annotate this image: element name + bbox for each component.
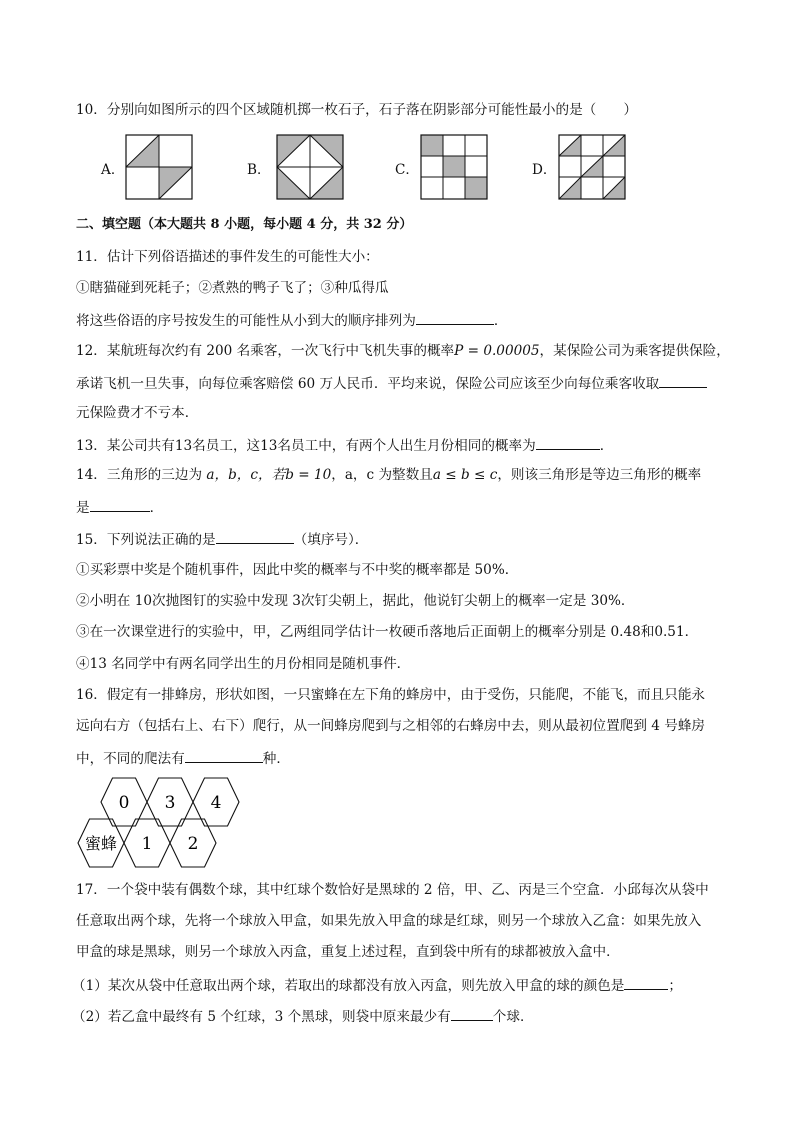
q12-text-a: 12．某航班每次约有 200 名乘客，一次飞行中飞机失事的概率 — [76, 343, 455, 359]
cell-bee-label: 蜜蜂 — [84, 834, 118, 853]
q12-text-c: ，某保险公司为乘客提供保险， — [539, 343, 730, 359]
q16-line1: 16．假定有一排蜂房，形状如图，一只蜜蜂在左下角的蜂房中，由于受伤，只能爬，不能飞，而且只能永 — [76, 687, 706, 703]
cell-2-label: 2 — [187, 834, 199, 854]
q12-line1 — [76, 342, 730, 360]
q13-text: 13．某公司共有13名员工，这13名员工中，有两个人出生月份相同的概率为 — [76, 438, 536, 454]
section-note: （本大题共 8 小题，每小题 4 分，共 32 分） — [141, 217, 413, 232]
q11-task — [76, 310, 507, 330]
cell-3-label: 3 — [164, 793, 176, 813]
q14-inequality: a ≤ b ≤ c — [432, 467, 498, 483]
q12-probability: P = 0.00005 — [454, 343, 540, 359]
q17-line1: 17．一个袋中装有偶数个球，其中红球个数恰好是黑球的 2 倍，甲、乙、丙是三个空盒．小邱每次从袋中 — [76, 882, 709, 898]
q15-item-1: ①买彩票中奖是个随机事件，因此中奖的概率与不中奖的概率都是 50%． — [76, 562, 519, 578]
q13-answer-blank[interactable] — [536, 435, 600, 450]
q12-line2 — [76, 373, 707, 393]
q17-sub1 — [72, 975, 682, 995]
q17-sub1-blank[interactable] — [624, 975, 668, 990]
option-b-figure — [276, 134, 344, 200]
q17-sub1-end: ； — [668, 978, 682, 994]
q14-text-a: 14．三角形的三边为 — [76, 467, 203, 483]
q12-text-d: 承诺飞机一旦失事，向每位乘客赔偿 60 万人民币．平均来说，保险公司应该至少向每位乘客收取 — [76, 376, 660, 392]
q17-sub1-text: （1）某次从袋中任意取出两个球，若取出的球都没有放入丙盒，则先放入甲盒的球的颜色是 — [72, 978, 625, 994]
q17-sub2-blank[interactable] — [451, 1006, 493, 1021]
q11-stem: 11．估计下列俗语描述的事件发生的可能性大小： — [76, 249, 379, 265]
q17-line2: 任意取出两个球，先将一个球放入甲盒，如果先放入甲盒的球是红球，则另一个球放入乙盒：如果先放入 — [76, 913, 702, 929]
q16-line3 — [76, 748, 290, 768]
option-c-label: C． — [395, 162, 419, 178]
q15-text-b: （填序号）． — [293, 532, 369, 548]
q16-text-b: 种． — [262, 751, 290, 767]
option-d-label: D． — [532, 162, 557, 178]
q14-line1 — [76, 466, 701, 484]
q10-stem: 10．分别向如图所示的四个区域随机掷一枚石子，石子落在阴影部分可能性最小的是（ ） — [76, 102, 638, 118]
q12-answer-blank[interactable] — [659, 373, 707, 388]
option-b-label: B． — [247, 162, 271, 178]
q11-answer-blank[interactable] — [416, 310, 494, 325]
option-c-figure — [420, 134, 488, 200]
q12-line3: 元保险费才不亏本． — [76, 405, 199, 421]
q17-sub2-text: （2）若乙盒中最终有 5 个红球，3 个黑球，则袋中原来最少有 — [72, 1009, 451, 1025]
q17-sub2-end: 个球． — [492, 1009, 534, 1025]
option-d-figure — [558, 134, 626, 200]
q15-item-4: ④13 名同学中有两名同学出生的月份相同是随机事件． — [76, 656, 411, 672]
q14-b-value: b = 10 — [285, 467, 332, 483]
q14-text-d: ，a，c 为整数且 — [331, 467, 433, 483]
q13-period: ． — [599, 438, 614, 454]
option-a-figure — [125, 134, 193, 200]
q15-item-3: ③在一次课堂进行的实验中，甲，乙两组同学估计一枚硬币落地后正面朝上的概率分别是 0.48和0.51． — [76, 624, 699, 640]
q14-answer-blank[interactable] — [90, 497, 150, 512]
q14-sides: a，b，c，若 — [202, 467, 286, 483]
cell-1-label: 1 — [141, 834, 153, 854]
q11-sayings: ①瞎猫碰到死耗子；②煮熟的鸭子飞了；③种瓜得瓜 — [76, 280, 389, 296]
cell-4-label: 4 — [210, 793, 222, 813]
honeycomb-figure — [74, 774, 250, 870]
q13-stem — [76, 435, 613, 455]
q15-text-a: 15．下列说法正确的是 — [76, 532, 216, 548]
q17-sub2 — [72, 1006, 534, 1026]
q15-item-2: ②小明在 10次抛图钉的实验中发现 3次钉尖朝上，据此，他说钉尖朝上的概率一定是 30%． — [76, 593, 635, 609]
q17-line3: 甲盒的球是黑球，则另一个球放入丙盒，重复上述过程，直到袋中所有的球都被放入盒中． — [76, 944, 620, 960]
q16-line2: 远向右方（包括右上、右下）爬行，从一间蜂房爬到与之相邻的右蜂房中去，则从最初位置爬到 4 号蜂房 — [76, 718, 706, 734]
q15-answer-blank[interactable] — [216, 529, 294, 544]
q11-period: ． — [493, 313, 508, 329]
cell-0-label: 0 — [118, 793, 130, 813]
q15-stem — [76, 529, 368, 549]
q16-answer-blank[interactable] — [185, 748, 263, 763]
q14-line2 — [76, 497, 163, 517]
q14-text-f: ，则该三角形是等边三角形的概率 — [497, 467, 702, 483]
option-a-label: A． — [101, 162, 125, 178]
q14-text-g: 是 — [76, 500, 90, 516]
q14-period: ． — [149, 500, 164, 516]
section-title: 二、填空题 — [76, 217, 142, 232]
section-heading — [76, 216, 412, 234]
q11-task-text: 将这些俗语的序号按发生的可能性从小到大的顺序排列为 — [76, 313, 416, 329]
q16-text-a: 中，不同的爬法有 — [76, 751, 185, 767]
